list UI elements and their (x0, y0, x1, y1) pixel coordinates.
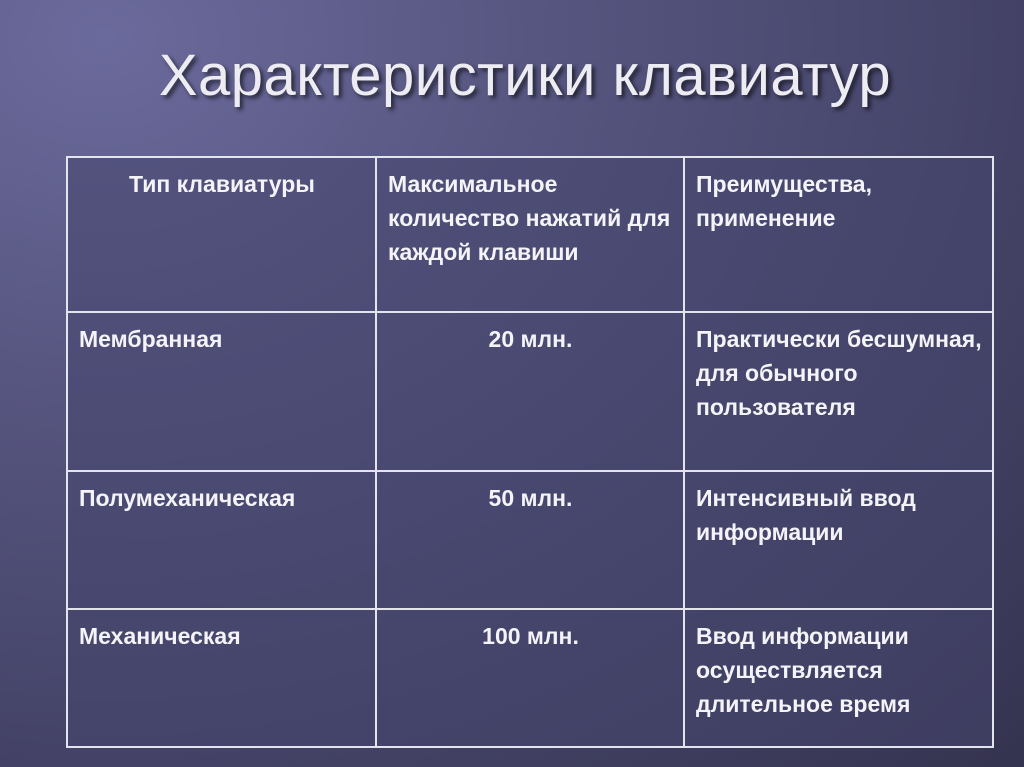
header-advantages: Преимущества, применение (684, 157, 993, 312)
cell-advantages: Ввод информации осуществляется длительное время (684, 609, 993, 747)
cell-type: Механическая (67, 609, 376, 747)
table-row (67, 471, 993, 609)
header-max-presses: Максимальное количество нажатий для каждой клавиши (376, 157, 684, 312)
keyboard-characteristics-table (66, 156, 994, 748)
cell-advantages: Интенсивный ввод информации (684, 471, 993, 609)
cell-type: Мембранная (67, 312, 376, 471)
cell-advantages: Практически бесшумная, для обычного пользователя (684, 312, 993, 471)
cell-presses: 20 млн. (376, 312, 684, 471)
header-keyboard-type: Тип клавиатуры (67, 157, 376, 312)
cell-presses: 50 млн. (376, 471, 684, 609)
table-header-row (67, 157, 993, 312)
table-row (67, 609, 993, 747)
cell-type: Полумеханическая (67, 471, 376, 609)
cell-presses: 100 млн. (376, 609, 684, 747)
table-row (67, 312, 993, 471)
slide-title: Характеристики клавиатур (158, 43, 892, 108)
